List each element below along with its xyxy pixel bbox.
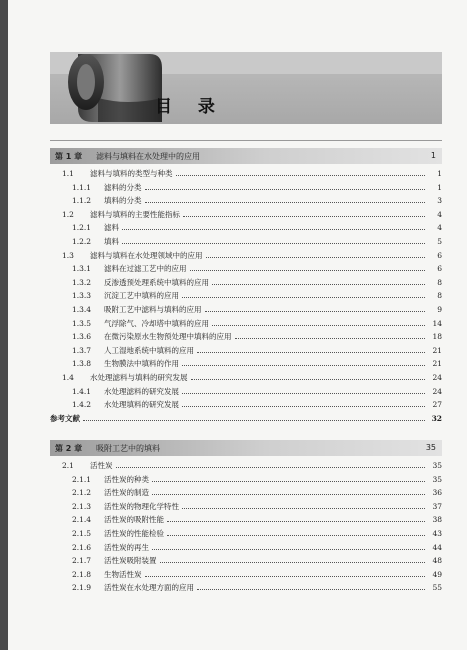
- entry-number: 1.2.1: [72, 223, 92, 233]
- entry-page: 38: [432, 515, 442, 525]
- toc-entry[interactable]: [50, 486, 442, 499]
- toc-entry[interactable]: [50, 459, 442, 472]
- toc-entry[interactable]: [50, 249, 442, 262]
- entry-title: 活性炭的吸附性能: [104, 515, 164, 525]
- toc-entry[interactable]: [50, 541, 442, 554]
- toc-entry[interactable]: [50, 385, 442, 398]
- entry-title: 滤料: [104, 223, 119, 233]
- dot-leader: [212, 276, 425, 285]
- dot-leader: [152, 473, 425, 482]
- entry-number: 2.1.7: [72, 556, 92, 566]
- entry-number: 1.3.6: [72, 332, 92, 342]
- dot-leader: [145, 194, 426, 203]
- dot-leader: [83, 412, 425, 421]
- entry-page: 14: [432, 318, 442, 328]
- entry-title: 活性炭吸附装置: [104, 556, 157, 566]
- entry-title: 活性炭的再生: [104, 542, 149, 552]
- entry-number: 1.3.4: [72, 305, 92, 314]
- dot-leader: [212, 317, 425, 326]
- entry-title: 填料的分类: [104, 196, 142, 206]
- dot-leader: [182, 398, 425, 407]
- chapter-number: 第 2 章: [55, 444, 83, 453]
- toc-entry[interactable]: [50, 473, 442, 486]
- entry-title: 活性炭: [90, 461, 113, 470]
- toc-entry[interactable]: [50, 513, 442, 526]
- toc-entry[interactable]: [50, 581, 442, 594]
- toc-entry[interactable]: [50, 554, 442, 567]
- entry-title: 生物膜法中填料的作用: [104, 359, 179, 369]
- entry-number: 1.4.2: [72, 400, 92, 410]
- dot-leader: [197, 344, 425, 353]
- chapter-title: 吸附工艺中的填料: [96, 444, 160, 453]
- title-banner: [50, 52, 442, 124]
- entry-number: 1.3: [62, 250, 74, 260]
- entry-number: 1.3.7: [72, 345, 92, 355]
- toc-entry[interactable]: [50, 371, 442, 384]
- toc-entry[interactable]: [50, 357, 442, 370]
- entry-page: 1: [437, 182, 442, 192]
- entry-page: 6: [437, 264, 442, 274]
- entry-page: 37: [432, 501, 442, 511]
- entry-page: 49: [432, 569, 442, 579]
- dot-leader: [160, 554, 426, 563]
- entry-number: 1.1.1: [72, 182, 92, 192]
- entry-title: 参考文献: [50, 413, 80, 423]
- entry-title: 在微污染原水生物预处理中填料的应用: [104, 332, 232, 342]
- dot-leader: [205, 303, 426, 312]
- entry-number: 2.1: [62, 461, 74, 470]
- entry-page: 4: [437, 223, 442, 233]
- toc-entry[interactable]: [50, 398, 442, 411]
- entry-number: 2.1.2: [72, 488, 92, 498]
- entry-title: 气浮除气、冷却塔中填料的应用: [104, 318, 209, 328]
- dot-leader: [152, 486, 425, 495]
- entry-page: 55: [432, 583, 442, 593]
- entry-page: 4: [437, 209, 442, 219]
- entry-number: 2.1.6: [72, 542, 92, 552]
- dot-leader: [182, 500, 425, 509]
- entry-page: 24: [432, 386, 442, 396]
- entry-page: 9: [437, 305, 442, 314]
- entry-page: 43: [432, 529, 442, 538]
- dot-leader: [152, 541, 425, 550]
- toc-references[interactable]: [50, 412, 442, 425]
- toc-entry[interactable]: [50, 330, 442, 343]
- dot-leader: [206, 249, 426, 258]
- entry-page: 8: [437, 291, 442, 301]
- entry-page: 8: [437, 277, 442, 287]
- dot-leader: [122, 221, 425, 230]
- entry-page: 21: [432, 345, 442, 355]
- entry-number: 1.1: [62, 169, 74, 178]
- entry-number: 1.3.2: [72, 277, 92, 287]
- title-rule: [50, 140, 442, 141]
- entry-number: 1.1.2: [72, 196, 92, 206]
- entry-page: 3: [437, 196, 442, 206]
- dot-leader: [122, 235, 425, 244]
- entry-title: 吸附工艺中滤料与填料的应用: [104, 305, 202, 314]
- toc-entry[interactable]: [50, 181, 442, 194]
- chapter-1-bar[interactable]: [50, 148, 442, 164]
- chapter-title: 滤料与填料在水处理中的应用: [96, 152, 200, 161]
- dot-leader: [167, 527, 425, 536]
- dot-leader: [145, 568, 426, 577]
- toc-entry[interactable]: [50, 221, 442, 234]
- toc-entry[interactable]: [50, 303, 442, 316]
- dot-leader: [145, 181, 426, 190]
- toc-entry[interactable]: [50, 344, 442, 357]
- entry-number: 2.1.5: [72, 529, 92, 538]
- toc-entry[interactable]: [50, 262, 442, 275]
- entry-number: 2.1.1: [72, 474, 92, 484]
- toc-entry[interactable]: [50, 208, 442, 221]
- entry-title: 滤料的分类: [104, 182, 142, 192]
- entry-title: 滤料与填料的主要性能指标: [90, 209, 180, 219]
- dot-leader: [182, 289, 425, 298]
- entry-number: 1.3.8: [72, 359, 92, 369]
- dot-leader: [182, 357, 425, 366]
- entry-title: 活性炭在水处理方面的应用: [104, 583, 194, 593]
- entry-title: 人工湿地系统中填料的应用: [104, 345, 194, 355]
- entry-number: 1.2.2: [72, 237, 92, 246]
- entry-number: 2.1.8: [72, 569, 92, 579]
- dot-leader: [235, 330, 426, 339]
- entry-title: 滤料与填料在水处理领域中的应用: [90, 250, 203, 260]
- entry-title: 滤料在过滤工艺中的应用: [104, 264, 187, 274]
- toc-entry[interactable]: [50, 527, 442, 540]
- entry-page: 35: [432, 461, 442, 470]
- toc-entry[interactable]: [50, 235, 442, 248]
- entry-title: 沉淀工艺中填料的应用: [104, 291, 179, 301]
- entry-page: 1: [437, 169, 442, 178]
- dot-leader: [183, 208, 425, 217]
- entry-number: 2.1.3: [72, 501, 92, 511]
- entry-title: 活性炭的性能检验: [104, 529, 164, 538]
- entry-number: 2.1.4: [72, 515, 92, 525]
- entry-number: 1.3.1: [72, 264, 92, 274]
- entry-title: 填料: [104, 237, 119, 246]
- entry-title: 生物活性炭: [104, 569, 142, 579]
- scroll-logo-icon: [58, 52, 168, 124]
- toc-entry[interactable]: [50, 194, 442, 207]
- dot-leader: [190, 262, 426, 271]
- entry-page: 36: [432, 488, 442, 498]
- entry-page: 35: [432, 474, 442, 484]
- entry-page: 48: [432, 556, 442, 566]
- dot-leader: [197, 581, 425, 590]
- dot-leader: [191, 371, 426, 380]
- entry-page: 18: [432, 332, 442, 342]
- dot-leader: [176, 167, 426, 176]
- chapter-page: 35: [425, 443, 436, 452]
- entry-page: 21: [432, 359, 442, 369]
- dot-leader: [167, 513, 425, 522]
- toc-entry[interactable]: [50, 289, 442, 302]
- toc-entry[interactable]: [50, 317, 442, 330]
- entry-number: 2.1.9: [72, 583, 92, 593]
- entry-title: 滤料与填料的类型与种类: [90, 169, 173, 178]
- entry-title: 活性炭的种类: [104, 474, 149, 484]
- entry-number: 1.3.3: [72, 291, 92, 301]
- chapter-page: 1: [430, 151, 436, 160]
- entry-page: 24: [432, 373, 442, 382]
- entry-number: 1.4: [62, 373, 74, 382]
- entry-title: 水处理滤料的研究发展: [104, 386, 179, 396]
- page-title: 目 录: [155, 97, 225, 117]
- entry-title: 活性炭的物理化学特性: [104, 501, 179, 511]
- entry-page: 44: [432, 542, 442, 552]
- toc-entry[interactable]: [50, 167, 442, 180]
- entry-number: 1.4.1: [72, 386, 92, 396]
- toc-entry[interactable]: [50, 568, 442, 581]
- entry-number: 1.3.5: [72, 318, 92, 328]
- entry-title: 反渗透预处理系统中填料的应用: [104, 277, 209, 287]
- entry-page: 32: [431, 413, 442, 423]
- chapter-2-bar[interactable]: [50, 440, 442, 456]
- entry-page: 5: [437, 237, 442, 246]
- toc-entry[interactable]: [50, 500, 442, 513]
- chapter-number: 第 1 章: [55, 152, 83, 161]
- entry-page: 6: [437, 250, 442, 260]
- dot-leader: [116, 459, 426, 468]
- entry-title: 水处理填料的研究发展: [104, 400, 179, 410]
- entry-number: 1.2: [62, 209, 74, 219]
- toc-entry[interactable]: [50, 276, 442, 289]
- entry-page: 27: [432, 400, 442, 410]
- entry-title: 水处理滤料与填料的研究发展: [90, 373, 188, 382]
- dot-leader: [182, 385, 425, 394]
- entry-title: 活性炭的制造: [104, 488, 149, 498]
